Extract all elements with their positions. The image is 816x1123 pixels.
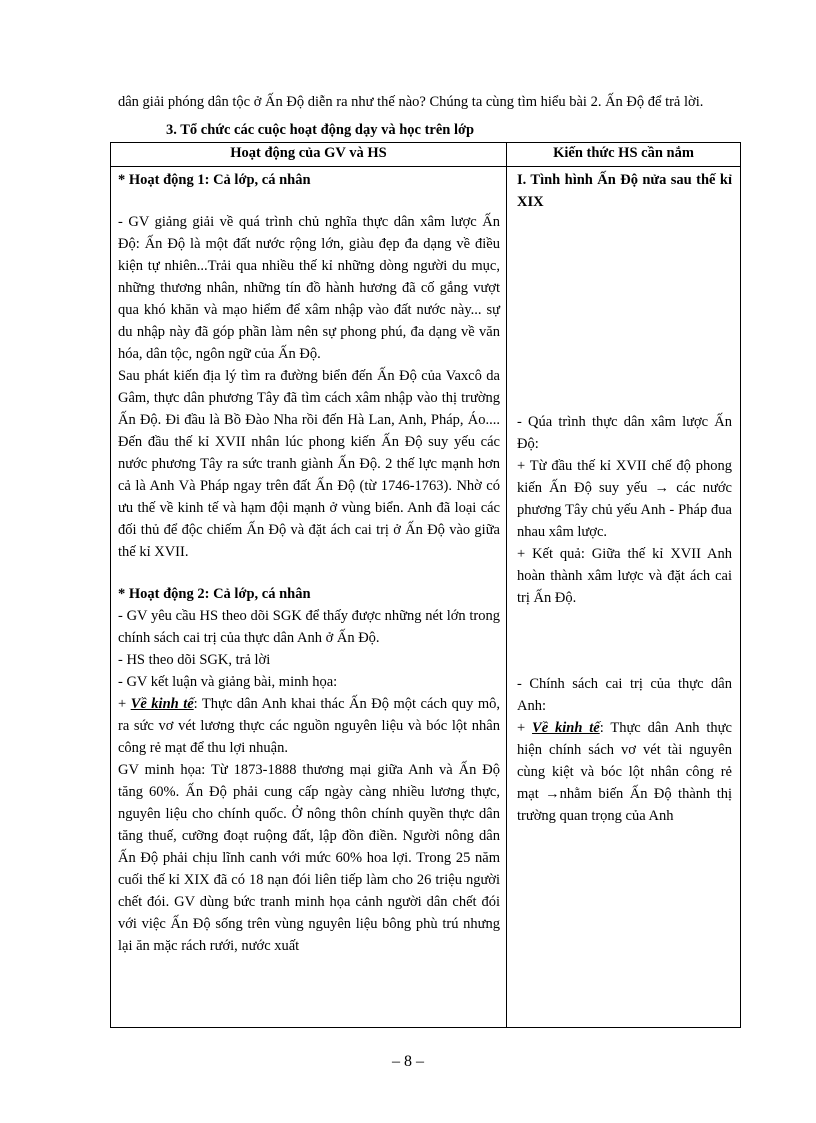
activity-2-illustration-paragraph: GV minh họa: Từ 1873-1888 thương mại giữa Anh và Ấn Độ tăng 60%. Ấn Độ phải cung cấp ngày càng nhiều lương thực, nguyên liệu cho chính quốc. Ở nông thôn chính quyền thực dân tăng thuế, cưỡng đoạt ruộng đất, lập đồn điền. Người nông dân Ấn Độ phải chịu lĩnh canh với mức 60% hoa lợi. Trong 25 năm cuối thế kỉ XIX đã có 18 nạn đói liên tiếp làm cho 26 triệu người chết đói. GV dùng bức tranh minh họa cảnh người dân chết đói với việc Ấn Độ sống trên vùng nguyên liệu bông phù trú nhưng lại ăn mặc rách rưới, nước xuất [118, 762, 500, 954]
knowledge-invasion-detail: + Từ đầu thế kỉ XVII chế độ phong kiến Ấn Độ suy yếu → các nước phương Tây chủ yếu Anh - Pháp đua nhau xâm lược. [517, 458, 732, 540]
knowledge-invasion-process: - Qúa trình thực dân xâm lược Ấn Độ: [517, 414, 732, 452]
economy-label: Về kinh tế [130, 696, 194, 712]
knowledge-economy-label: Về kinh tế [532, 720, 600, 736]
activities-cell [111, 167, 507, 1028]
activity-2-paragraph-3: - GV kết luận và giảng bài, minh họa: [118, 674, 338, 690]
activity-2-paragraph-1: - GV yêu cầu HS theo dõi SGK để thấy được những nét lớn trong chính sách cai trị của thực dân Anh ở Ấn Độ. [118, 608, 500, 646]
activity-1-paragraph-2: Sau phát kiến địa lý tìm ra đường biển đến Ấn Độ của Vaxcô da Gâm, thực dân phương Tây đã tìm cách xâm nhập vào thị trường Ấn Độ. Đi đầu là Bồ Đào Nha rồi đến Hà Lan, Anh, Pháp, Áo.... Đến đầu thế kỉ XVII nhân lúc phong kiến Ấn Độ suy yếu các nước phương Tây ra sức tranh giành Ấn Độ. 2 thế lực mạnh hơn cả là Anh Và Pháp ngay trên đất Ấn Độ (từ 1746-1763). Nhờ có ưu thế về kinh tế và hạm đội mạnh ở vùng biển. Anh đã loại các đối thủ để độc chiếm Ấn Độ và đặt ách cai trị ở Ấn Độ vào giữa thế kỉ XVII. [118, 368, 500, 560]
economy-prefix: + [118, 696, 131, 712]
intro-paragraph: dân giải phóng dân tộc ở Ấn Độ diễn ra như thế nào? Chúng ta cùng tìm hiểu bài 2. Ấn Độ để trả lời. [118, 93, 704, 110]
knowledge-economy [517, 717, 732, 827]
activity-2-title: * Hoạt động 2: Cả lớp, cá nhân [118, 586, 311, 602]
page-number: – 8 – [392, 1053, 424, 1070]
header-knowledge: Kiến thức HS cần nắm [507, 143, 741, 167]
table-header-row [111, 143, 741, 167]
activity-1-title: * Hoạt động 1: Cả lớp, cá nhân [118, 172, 311, 188]
section-title: 3. Tổ chức các cuộc hoạt động dạy và học trên lớp [166, 122, 475, 138]
table-body-row [111, 167, 741, 1028]
economy-text: : Thực dân Anh khai thác Ấn Độ một cách quy mô, ra sức vơ vét lương thực các nguồn nguyên liệu và bóc lột nhân công rẻ mạt để thu lợi nhuận. [118, 696, 500, 756]
activity-1-paragraph-1: - GV giảng giải về quá trình chủ nghĩa thực dân xâm lược Ấn Độ: Ấn Độ là một đất nước rộng lớn, giàu đẹp đa dạng về điều kiện tự nhiên...Trải qua nhiều thế kỉ những dòng người du mục, những thương nhân, những tín đồ hành hương đã cố gắng vượt qua khó khăn và mạo hiểm để xâm nhập vào đất nước này... sự du nhập này đã góp phần làm nên sự phong phú, đa dạng về văn hóa, dân tộc, ngôn ngữ của Ấn Độ. [118, 214, 500, 362]
knowledge-ruling-policy: - Chính sách cai trị của thực dân Anh: [517, 676, 732, 714]
knowledge-economy-prefix: + [517, 720, 533, 736]
header-teacher-student: Hoạt động của GV và HS [111, 143, 507, 167]
activity-2-economy-paragraph [118, 693, 500, 759]
knowledge-invasion-result: + Kết quả: Giữa thế kỉ XVII Anh hoàn thành xâm lược và đặt ách cai trị Ấn Độ. [517, 546, 732, 606]
knowledge-heading: I. Tình hình Ấn Độ nửa sau thế kỉ XIX [517, 172, 732, 210]
activity-2-paragraph-2: - HS theo dõi SGK, trả lời [118, 652, 271, 668]
knowledge-cell [507, 167, 741, 1028]
lesson-table [110, 142, 741, 1028]
knowledge-economy-text: : Thực dân Anh thực hiện chính sách vơ vét tài nguyên cùng kiệt và bóc lột nhân công rẻ mạt →nhằm biến Ấn Độ thành thị trường quan trọng của Anh [517, 720, 732, 824]
